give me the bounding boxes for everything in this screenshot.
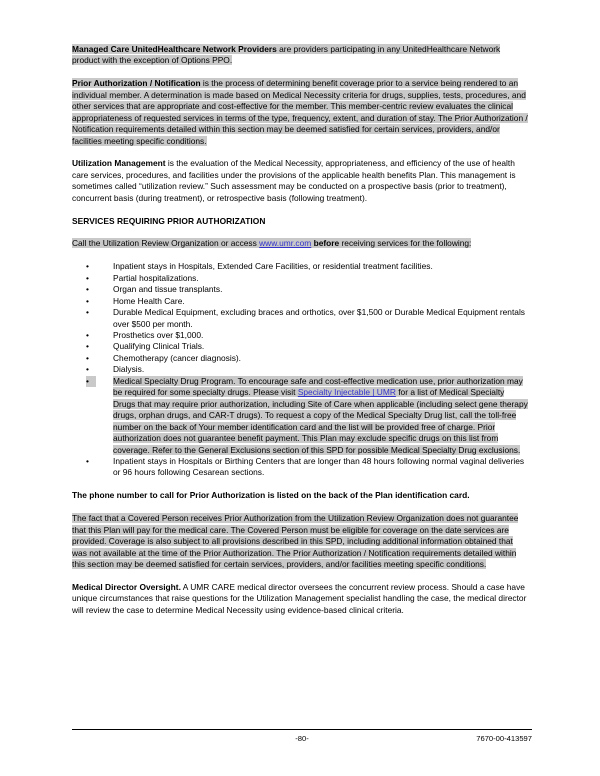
term-medical-director-oversight: Medical Director Oversight. bbox=[72, 581, 181, 592]
paragraph-managed-care bbox=[72, 44, 528, 67]
list-item-label: Partial hospitalizations. bbox=[113, 272, 199, 283]
call-uro-text-part3: receiving services for the following: bbox=[339, 238, 472, 249]
list-item bbox=[72, 364, 528, 375]
call-uro-text-part1: Call the Utilization Review Organization or access bbox=[72, 238, 260, 249]
list-item-label: Chemotherapy (cancer diagnosis). bbox=[113, 352, 242, 363]
page-footer bbox=[72, 729, 532, 744]
bullet-icon: • bbox=[86, 284, 89, 295]
list-item bbox=[72, 330, 528, 341]
list-item-label: Inpatient stays in Hospitals or Birthing Centers that are longer than 48 hours following normal vaginal deliveries or 96 hours following Cesarean sections. bbox=[113, 456, 525, 478]
paragraph-phone-number-notice: The phone number to call for Prior Authorization is listed on the back of the Plan identification card. bbox=[72, 490, 470, 501]
page-number: -80- bbox=[295, 734, 309, 743]
paragraph-prior-authorization bbox=[72, 78, 528, 147]
bullet-icon: • bbox=[86, 341, 89, 352]
list-item-label: Organ and tissue transplants. bbox=[113, 284, 223, 295]
list-item-label: Durable Medical Equipment, excluding braces and orthotics, over $1,500 or Durable Medical Equipment rentals over $500 per month. bbox=[113, 307, 525, 329]
list-item bbox=[72, 353, 528, 364]
term-prior-authorization: Prior Authorization / Notification bbox=[72, 78, 201, 89]
specialty-drug-text-part1: Medical Specialty Drug Program. To encourage safe and cost-effective medication use, prior authorization may be required for some specialty drugs. Please visit bbox=[113, 375, 523, 398]
bullet-icon: • bbox=[86, 307, 89, 318]
form-number: 7670-00-413597 bbox=[476, 734, 532, 743]
term-utilization-management: Utilization Management bbox=[72, 158, 166, 169]
list-item-label: Inpatient stays in Hospitals, Extended Care Facilities, or residential treatment facilities. bbox=[113, 261, 433, 272]
list-item bbox=[72, 341, 528, 352]
link-umr-website[interactable]: www.umr.com bbox=[259, 238, 312, 249]
section-heading-services-requiring-prior-authorization: SERVICES REQUIRING PRIOR AUTHORIZATION bbox=[72, 215, 266, 226]
bullet-icon: • bbox=[86, 272, 89, 283]
list-item bbox=[72, 307, 528, 330]
list-item-medical-specialty-drug-program bbox=[72, 376, 528, 456]
bullet-icon: • bbox=[86, 352, 89, 363]
paragraph-medical-director-oversight bbox=[72, 582, 528, 616]
document-body bbox=[72, 44, 528, 616]
list-item-label: Dialysis. bbox=[113, 364, 145, 375]
paragraph-no-guarantee-text: The fact that a Covered Person receives Prior Authorization from the Utilization Review Organization does not guarantee that this Plan will pay for the medical care. The Covered Person must be eligible for coverage on the date services are provided. Coverage is also subject to all provisions described in this SPD, including additional information obtained that was not available at the time of the Prior Authorization. The Prior Authorization / Notification requirements detailed within this section may be deemed satisfied for certain services, providers, and/or facilities meeting specific conditions. bbox=[72, 513, 519, 569]
paragraph-utilization-management-text: is the evaluation of the Medical Necessity, appropriateness, and efficiency of the use of health care services, procedures, and facilities under the provisions of the applicable health benefits Plan. This management is sometimes called “utilization review.” Such assessment may be conducted on a prospective basis (prior to treatment), concurrent basis (during treatment), or retrospective basis (following treatment). bbox=[72, 158, 516, 203]
bullet-icon: • bbox=[86, 330, 89, 341]
paragraph-call-uro bbox=[72, 238, 528, 249]
bullet-icon: • bbox=[86, 364, 89, 375]
paragraph-utilization-management bbox=[72, 158, 528, 204]
bullet-icon: • bbox=[86, 376, 96, 387]
paragraph-medical-director-text: A UMR CARE medical director oversees the concurrent review process. Should a case have unique circumstances that raise questions for the Utilization Management specialist handling the case, the medical director will review the case to determine Medical Necessity using evidence-based clinical criteria. bbox=[72, 581, 527, 615]
bullet-icon: • bbox=[86, 456, 89, 466]
list-item-label: Prosthetics over $1,000. bbox=[113, 330, 204, 341]
list-item bbox=[72, 296, 528, 307]
paragraph-no-guarantee bbox=[72, 513, 528, 570]
paragraph-prior-authorization-text: is the process of determining benefit coverage prior to a service being rendered to an individual member. A determination is made based on Medical Necessity criteria for drugs, supplies, tests, procedures, and other services that are appropriate and cost-effective for the member. This member-centric review evaluates the clinical appropriateness of requested services in terms of the type, frequency, extent, and duration of stay. The Prior Authorization / Notification requirements detailed within this section may be deemed satisfied for certain services, providers, and/or facilities meeting specific conditions. bbox=[72, 78, 528, 146]
list-item bbox=[72, 284, 528, 295]
bullet-icon: • bbox=[86, 295, 89, 306]
services-requiring-prior-authorization-list bbox=[72, 261, 528, 479]
list-item bbox=[72, 273, 528, 284]
specialty-drug-text-part2: for a list of Medical Specialty Drugs that may require prior authorization, including Site of Care when applicable (including select gene therapy drugs, orphan drugs, and CAR-T drugs). To request a copy of the Medical Specialty Drug list, call the toll-free number on the back of Your member identification card and the list will be provided free of charge. Prior authorization does not guarantee benefit payment. This Plan may exclude specific drugs on this list from coverage. Refer to the General Exclusions section of this SPD for possible Medical Specialty Drug exclusions. bbox=[113, 387, 528, 455]
bullet-icon: • bbox=[86, 261, 89, 272]
call-uro-bold-before: before bbox=[313, 238, 340, 249]
link-specialty-injectable-umr[interactable]: Specialty Injectable | UMR bbox=[297, 387, 396, 398]
paragraph-managed-care-text: are providers participating in any UnitedHealthcare Network product with the exception of Options PPO. bbox=[72, 44, 501, 66]
list-item bbox=[72, 261, 528, 272]
term-managed-care: Managed Care UnitedHealthcare Network Providers bbox=[72, 44, 277, 54]
list-item-label: Home Health Care. bbox=[113, 295, 185, 306]
list-item-label: Qualifying Clinical Trials. bbox=[113, 341, 205, 352]
list-item bbox=[72, 456, 528, 479]
